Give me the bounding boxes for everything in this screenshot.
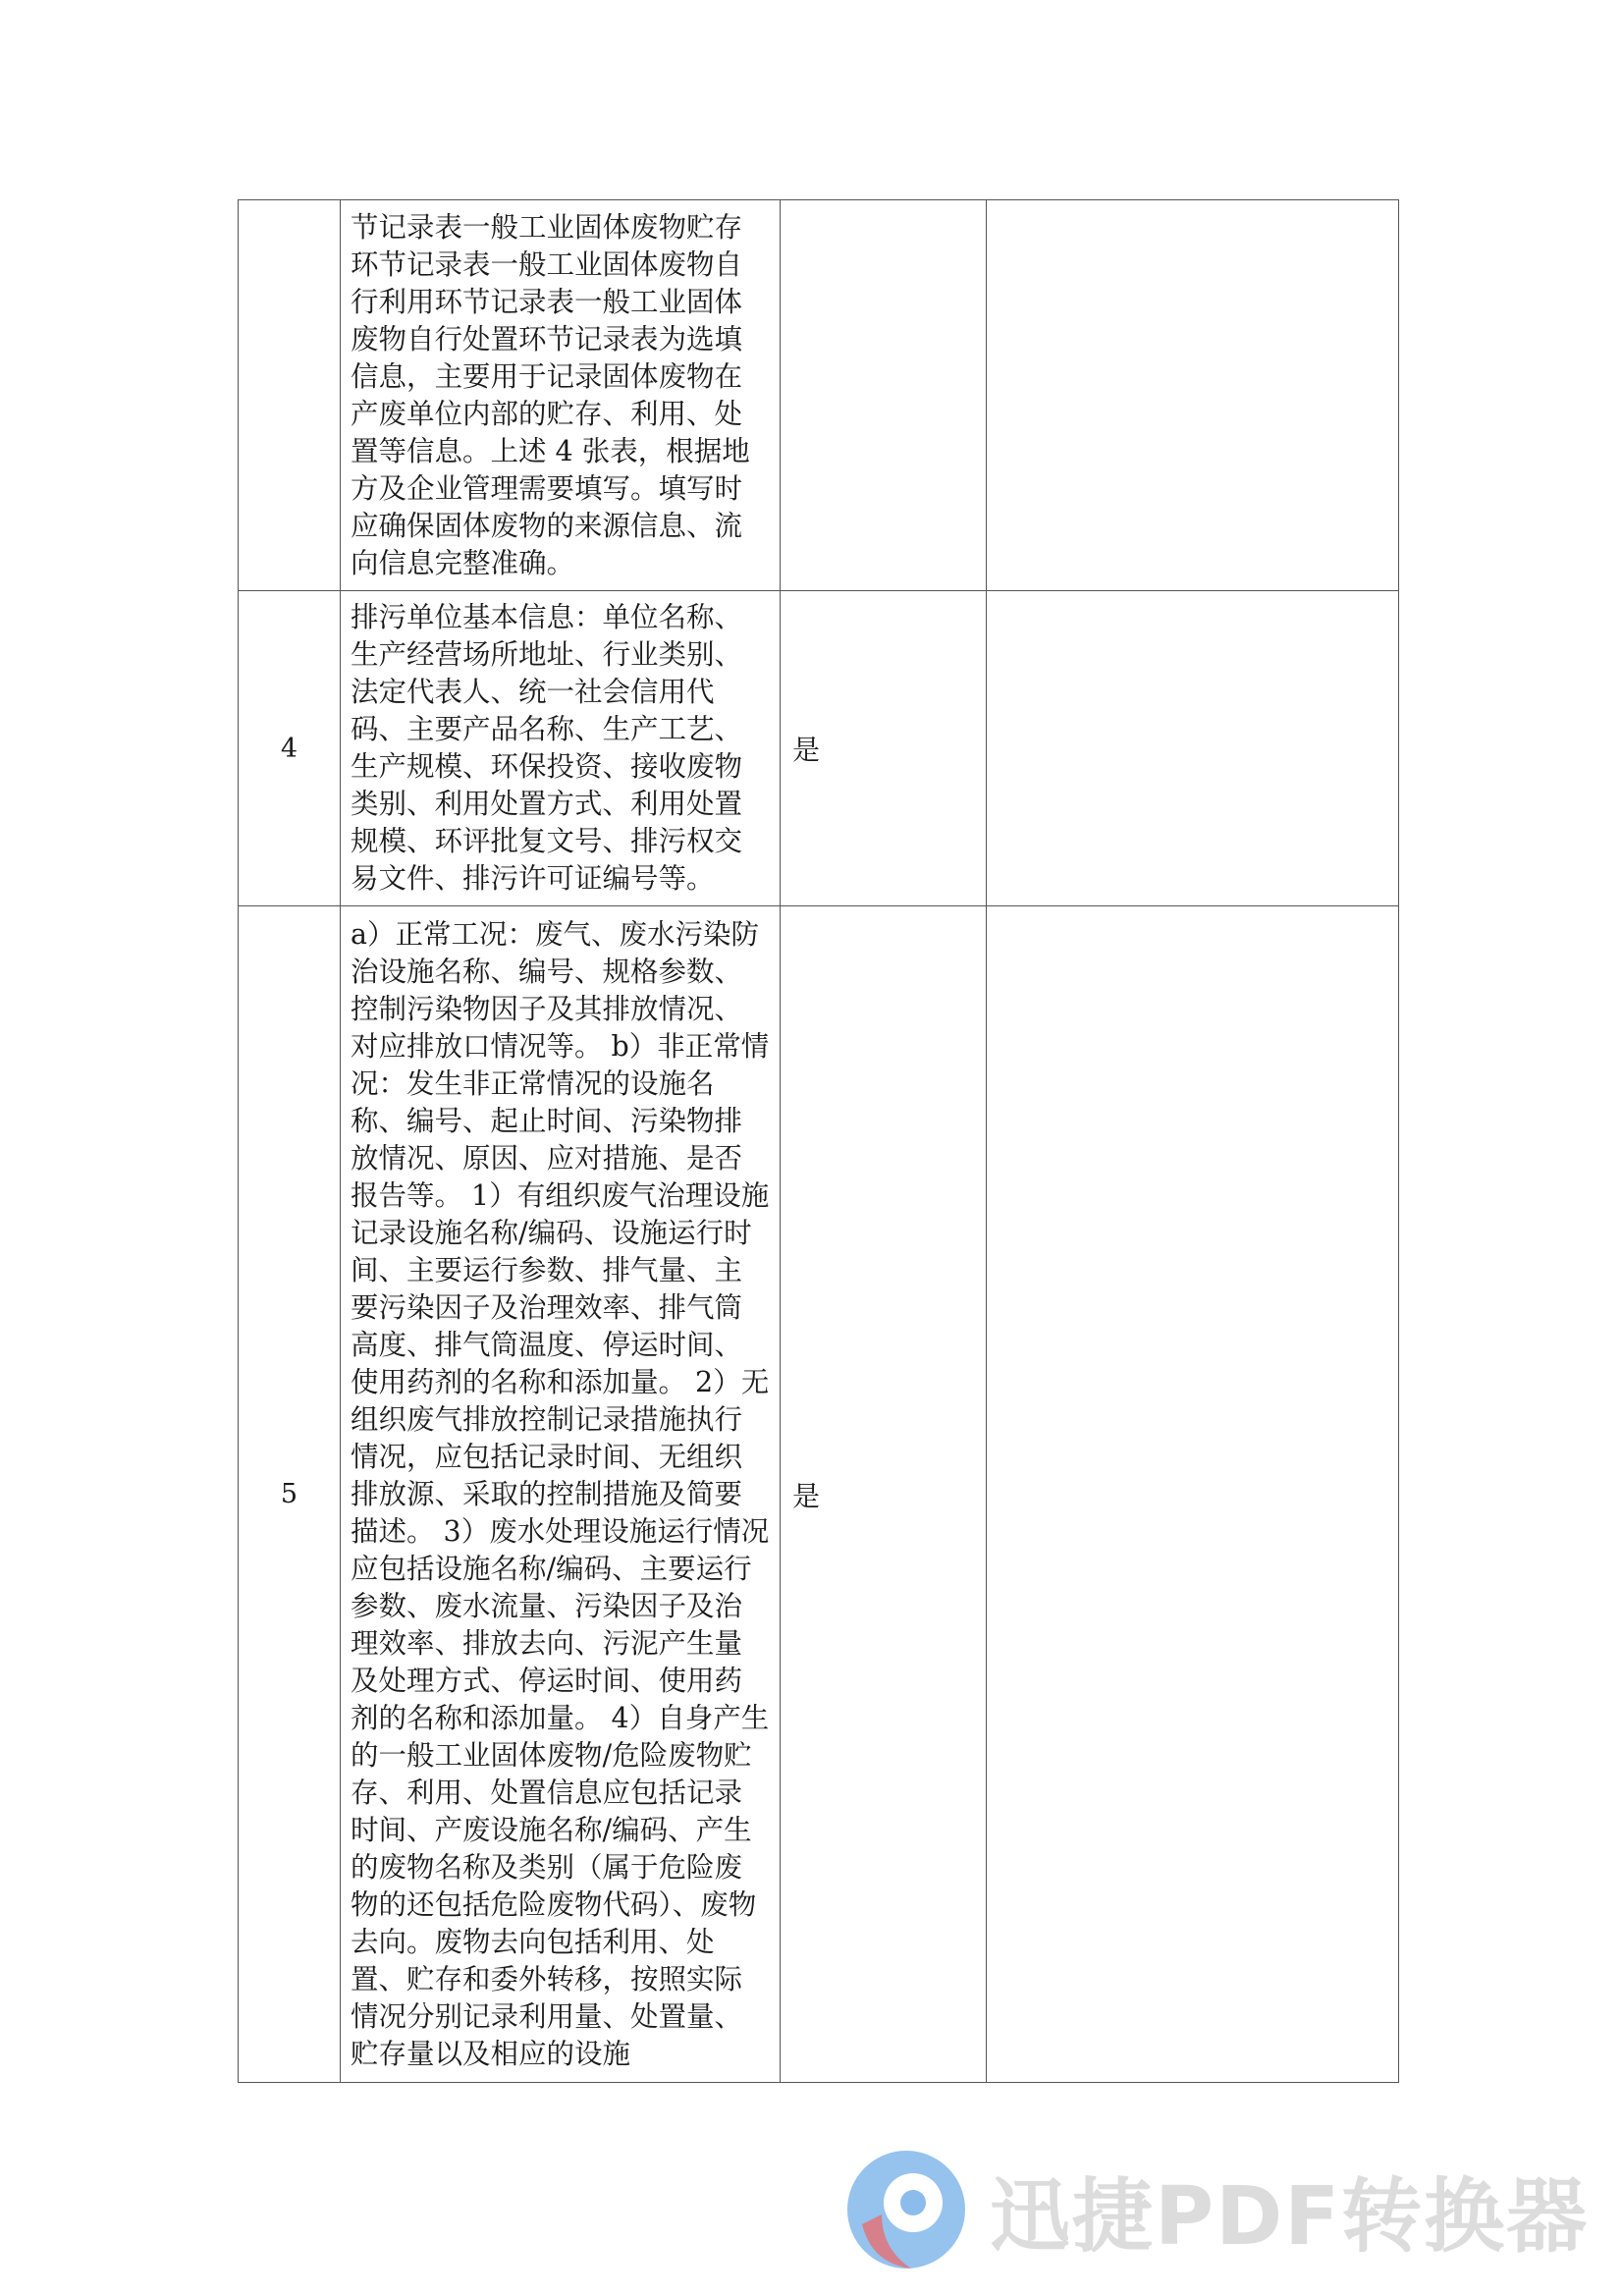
- row-number-cell: 5: [239, 906, 341, 2083]
- watermark: [842, 2146, 1589, 2273]
- row-description-cell: 节记录表一般工业固体废物贮存环节记录表一般工业固体废物自行利用环节记录表一般工业固体废物自行处置环节记录表为选填信息，主要用于记录固体废物在产废单位内部的贮存、利用、处置等信息。上述 4 张表，根据地方及企业管理需要填写。填写时应确保固体废物的来源信息、流向信息完整准确。: [341, 200, 781, 591]
- row-applicable-cell: 是: [781, 591, 987, 906]
- row-applicable-cell: [781, 200, 987, 591]
- row-remark-cell: [987, 906, 1399, 2083]
- table-row: [239, 906, 1399, 2083]
- row-remark-cell: [987, 591, 1399, 906]
- row-description-cell: a）正常工况：废气、废水污染防治设施名称、编号、规格参数、控制污染物因子及其排放情况、对应排放口情况等。 b）非正常情况：发生非正常情况的设施名称、编号、起止时间、污染物排放情况、原因、应对措施、是否报告等。 1）有组织废气治理设施记录设施名称/编码、设施运行时间、主要运行参数、排气量、主要污染因子及治理效率、排气筒高度、排气筒温度、停运时间、使用药剂的名称和添加量。 2）无组织废气排放控制记录措施执行情况，应包括记录时间、无组织排放源、采取的控制措施及简要描述。 3）废水处理设施运行情况应包括设施名称/编码、主要运行参数、废水流量、污染因子及治理效率、排放去向、污泥产生量及处理方式、停运时间、使用药剂的名称和添加量。 4）自身产生的一般工业固体废物/危险废物贮存、利用、处置信息应包括记录时间、产废设施名称/编码、产生的废物名称及类别（属于危险废物的还包括危险废物代码）、废物去向。废物去向包括利用、处置、贮存和委外转移，按照实际情况分别记录利用量、处置量、贮存量以及相应的设施: [341, 906, 781, 2083]
- document-table: [238, 199, 1399, 2083]
- watermark-text: 迅捷PDF转换器: [990, 2169, 1590, 2264]
- xunjie-pdf-logo-icon: [842, 2146, 970, 2273]
- table-row: [239, 591, 1399, 906]
- row-description-cell: 排污单位基本信息：单位名称、生产经营场所地址、行业类别、法定代表人、统一社会信用代码、主要产品名称、生产工艺、生产规模、环保投资、接收废物类别、利用处置方式、利用处置规模、环评批复文号、排污权交易文件、排污许可证编号等。: [341, 591, 781, 906]
- table-row: [239, 200, 1399, 591]
- row-applicable-cell: 是: [781, 906, 987, 2083]
- row-remark-cell: [987, 200, 1399, 591]
- row-number-cell: [239, 200, 341, 591]
- row-number-cell: 4: [239, 591, 341, 906]
